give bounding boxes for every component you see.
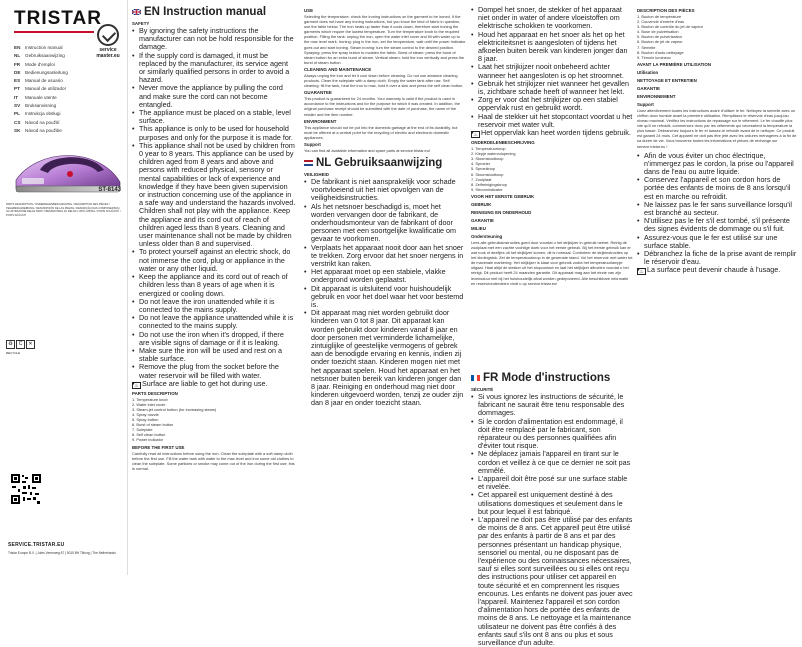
language-code: PL [14,111,20,117]
column-en-nl [304,6,466,571]
parts-description-languages: PARTS DESCRIPTION / ONDERDELENBESCHRIJVING / DESCRIPTION DES PIÈCES / TEILEBESCHREIBUNG / DESCRIPCIÓN DE LAS PIEZAS / DESCRIÇÃO DAS COMPONENTES / ILLUSTRAZIONE DELLE PARTI / BESKRIVNING AV DELAR / OPIS CZĘŚCI / POPIS SOUČÁSTÍ / POPIS SÚČASTÍ [6,203,121,217]
safety-item: • N'utilisez pas le fer s'il est tombé, s'il présente des signes évidents de dommage ou s'il fuit. [637,217,799,233]
column-fr [637,6,799,571]
en-parts-list [132,397,296,443]
safety-item: • De fabrikant is niet aansprakelijk voor schade voortvloeiend uit het niet opvolgen van de veiligheidsinstructies. [304,178,466,203]
nl-section-heading: GARANTIE [471,217,494,223]
language-item [14,69,124,77]
service-check-icon [97,24,119,46]
nl-body-text: Lees alle gebruiksinstructies goed door voordat u het strijkijzer in gebruik neemt. Reinig de zoolplaat met een zachte vochtige doek voor het eerste gebruik. Bij het eerste gebruik kan er wat rook of deeltjes uit het strijkijzer komen; dit is normaal. Controleer de strijkinstructies op het kledingstuk. Zet de temperatuurknop in de gewenste stand. Vul het reservoir met water tot de maximale markering. Het strijkijzer is klaar voor gebruik zodra het temperatuurlampje uitgaat. Haal altijd de stekker uit het stopcontact en laat het strijkijzer afkoelen voordat u het reinigt. Dit product heeft 24 maanden garantie. Dit apparaat mag aan het einde van zijn levensduur niet bij het huishoudelijk afval worden gedeponeerd. Alle beschikbare informatie en reserveonderdelen vindt u op service.tristar.eu! [471,239,633,286]
safety-item: • Afin de vous éviter un choc électrique, n'immergez pas le cordon, la prise ou l'appareil dans de l'eau ou autre liquide. [637,152,799,177]
en-before-heading: BEFORE THE FIRST USE [132,444,185,450]
safety-item: • Zorg er voor dat het strijkijzer op een stabiel oppervlak rust en gebruikt wordt. [471,96,633,112]
nl-section-heading: MILIEU [471,225,486,231]
part-item: 1. Temperatuurknop [471,146,506,152]
safety-item: • Si le cordon d'alimentation est endommagé, il doit être remplacé par le fabricant, son réparateur ou des personnes qualifiées afin d'éviter tout risque. [471,418,633,451]
language-code: SK [14,127,21,133]
part-item: 5. Bouton de pulvérisation [637,34,682,40]
language-code: FR [14,61,21,67]
ce-mark-icon: C [16,340,25,349]
en-parts-heading: PARTS DESCRIPTION [132,390,178,396]
hot-surface-icon: ♨ [637,268,646,275]
brand-logo: TRISTAR [14,8,102,29]
weee-bin-icon: ✕ [26,340,35,349]
safety-item: • Dit apparaat mag niet worden gebruikt door kinderen van 0 tot 8 jaar. Dit apparaat kan worden gebruikt door kinderen vanaf 8 jaar en door personen met verminderde lichamelijke, zintuiglijke of geestelijke vermogens of gebrek aan de benodigde ervaring en kennis, indien zij onder toezicht staan. Kinderen mogen niet met het apparaat spelen. Houd het apparaat en het netsnoer buiten bereik van kinderen jonger dan 8 jaar. Reiniging en onderhoud mag niet door kinderen uitgevoerd worden, tenzij ze ouder zijn dan 8 jaar en onder toezicht staan. [304,309,466,407]
qr-code[interactable] [10,473,42,505]
model-number: ST-8143 [98,187,121,193]
safety-item: • Assurez-vous que le fer est utilisé sur une surface stable. [637,234,799,250]
language-label: Manual de usuario [25,78,63,84]
safety-item: • Do not leave the appliance unattended while it is connected to the mains supply. [132,314,296,330]
safety-item: • This appliance shall not be used by children from 0 year to 8 years. This appliance can be used by children aged from 8 years and above and persons with reduced physical, sensory or mental capabilities or lack of experience and knowledge if they have been given supervision or instruction concerning use of the appliance in a safe way and understand the hazards involved. Children shall not play with the appliance. Keep the appliance and its cord out of reach of children aged less than 8 years. Cleaning and user maintenance shall not be made by children unless older than 8 and supervised. [132,142,296,249]
fr-section-heading: AVANT LA PREMIÈRE UTILISATION [637,61,711,67]
nl-safety-list-b [471,6,633,129]
part-item: 7. Semelle [637,44,656,50]
safety-item: • Ne laissez pas le fer sans surveillance lorsqu'il est branché au secteur. [637,201,799,217]
part-item: 2. Couvercle d'entrée d'eau [637,19,685,25]
en-use-text: Selecting the temperature: check the ironing instructions on the garment to be ironed. If the garment does not have any ironing instructions, but you know the kind of fabric in question, use the table below. The iron heats up faster than it cools down, therefore start ironing the garments which require the lowest temperature. Turn the temperature knob to the required position. Filling the tank: unplug the iron, open the water inlet cover and fill with water up to the max level mark. Ironing: plug in the iron, set the temperature, wait until the power indicator goes out and start ironing. Steam ironing: turn the steam control to the desired position. Spraying: press the spray button to moisten the fabric. Burst of steam: press the burst of steam button for an extra burst of steam. Vertical steam: hold the iron vertically and press the burst of steam button. [304,14,466,65]
part-item: 8. Bouton d'auto-nettoyage [637,49,684,55]
language-item [14,102,124,110]
language-label: Návod na použití [25,119,60,125]
safety-item: • Het apparaat moet op een stabiele, vlakke ondergrond worden geplaatst. [304,268,466,284]
fr-safety-heading: SÉCURITÉ [471,387,494,392]
part-item: 3. Steam-jet control button (for increasing steam) [132,406,217,412]
language-code: IT [14,94,19,100]
fr-parts-heading: DESCRIPTION DES PIÈCES [637,8,695,13]
part-item: 7. Zoolplaat [471,176,492,182]
nl-section-heading: REINIGING EN ONDERHOUD [471,209,532,215]
column-fr-start [471,372,633,647]
language-label: Gebruiksaanwijzing [25,53,65,59]
fr-rest [637,8,799,149]
part-item: 9. Témoin lumineux [637,54,671,60]
language-label: Manual de utilizador [25,86,67,92]
support-website[interactable]: SERVICE.TRISTAR.EU [8,542,65,548]
language-item [14,77,124,85]
safety-item: • Haal de stekker uit het stopcontact voordat u het reservoir met water vult. [471,113,633,129]
language-item [14,44,124,52]
safety-item: • Make sure the iron will be used and rest on a stable surface. [132,347,296,363]
safety-item: • Houd het apparaat en het snoer als het op het elektriciteitsnet is aangesloten of tijdens het afkoelen buiten bereik van kinderen jonger dan 8 jaar. [471,31,633,64]
safety-item: • Als het netsnoer beschadigd is, moet het worden vervangen door de fabrikant, de onderhoudsmonteur van de fabrikant of door personen met een soortgelijke kwalificatie om gevaar te voorkomen. [304,203,466,244]
en-guarantee-heading: GUARANTEE [304,90,332,96]
part-item: 8. Self clean button [132,432,166,438]
language-code: EN [14,45,21,50]
en-clean-text: Always unplug the iron and let it cool down before cleaning. Do not use abrasive cleaning products. Clean the soleplate with a damp cloth. Empty the water tank after use. Self cleaning: fill the tank, heat the iron to max, hold it over a sink and press the self clean button. [304,72,464,89]
part-item: 9. Power indicator [132,437,164,443]
fr-flag-icon [471,375,480,381]
safety-item: • Dompel het snoer, de stekker of het apparaat niet onder in water of andere vloeistoffen om elektrische schokken te voorkomen. [471,6,633,31]
language-item [14,61,124,69]
part-item: 8. Zelfreinigingsknop [471,181,507,187]
en-use-heading: USE [304,8,314,13]
en-support-text: You can find all available information and spare parts at service.tristar.eu! [304,147,430,153]
part-item: 1. Temperature knob [132,396,168,402]
en-support-heading: Support [304,141,321,147]
safety-item: • Remove the plug from the socket before the water reservoir will be filled with water. [132,363,296,379]
part-item: 4. Buse de pulvérisation [637,29,679,35]
language-item [14,94,124,102]
part-item: 6. Stoomstootknop [471,171,504,177]
recycle-label: RECYCLE [6,351,21,355]
safety-item: • Conservez l'appareil et son cordon hors de portée des enfants de moins de 8 ans lorsqu'il est en marche ou refroidit. [637,176,799,201]
nl-title: NL Gebruiksaanwijzing [304,157,466,170]
column-en [132,6,296,571]
safety-item: • By ignoring the safety instructions the manufacturer can not be hold responsible for the damage. [132,27,296,52]
en-env-text: This appliance should not be put into the domestic garbage at the end of its durability, but must be offered at a central point for the recycling of electric and electronic domestic appliances. [304,124,458,140]
part-item: 1. Bouton de température [637,14,682,19]
safety-item: • Si vous ignorez les instructions de sécurité, le fabricant ne saurait être tenu responsable des dommages. [471,393,633,418]
part-item: 5. Spray button [132,417,159,423]
safety-item: • L'appareil doit être posé sur une surface stable et nivelée. [471,475,633,491]
company-address: Tristar Europe B.V. | Jules Verneweg 87 | 5015 BH Tilburg | The Netherlands [8,551,116,555]
part-item: 6. Burst of steam button [132,422,174,428]
nl-surface-note: • ♨ Het oppervlak kan heet worden tijdens gebruik. [471,129,633,138]
fr-section-heading: NETTOYAGE ET ENTRETIEN [637,77,697,83]
en-before-text: Carefully read all instructions before using the iron. Clean the soleplate with a soft damp cloth before the first use. Fill the water tank with water to the max level and iron some old clothes to clean the soleplate. Some particles or smoke may come out of the iron during the first use; this is normal. [132,450,295,471]
nl-section-heading: VOOR HET EERSTE GEBRUIK [471,193,535,199]
safety-item: • Never move the appliance by pulling the cord and make sure the cord can not become entangled. [132,84,296,109]
part-item: 5. Sproeiknop [471,166,496,172]
safety-item: • The appliance must be placed on a stable, level surface. [132,109,296,125]
fr-section-heading: GARANTIE [637,85,660,91]
part-item: 4. Sproeier [471,161,491,167]
safety-item: • To protect yourself against an electric shock, do not immerse the cord, plug or appliance in the water or any other liquid. [132,248,296,273]
language-label: Bedienungsanleitung [25,69,68,75]
language-list [14,44,124,135]
nl-rest [471,140,633,286]
language-label: Instruction manual [25,45,63,50]
language-label: Návod na použitie [25,127,62,133]
nl-section-heading: GEBRUIK [471,201,492,207]
hot-surface-icon: ♨ [132,382,141,389]
language-label: Instrukcja obsługi [25,111,61,117]
en-clean-heading: CLEANING AND MAINTENANCE [304,66,372,72]
fr-title: FR Mode d'instructions [471,372,633,385]
cover-panel [0,0,128,575]
fr-section-heading: ENVIRONNEMENT [637,93,676,99]
en-guarantee-text: This product is guaranteed for 24 months. Your warranty is valid if the product is used in accordance to the instructions and for the purpose for which it was created. In addition, the original purchase receipt should be submitted with the date of purchase, the name of the retailer and the item number. [304,96,460,117]
part-item: 2. Klepje watervulopening [471,151,516,157]
language-label: Mode d'emploi [25,61,55,67]
en-env-heading: ENVIRONMENT [304,118,337,124]
language-label: Manuale utente [25,94,57,100]
safety-item: • Do not leave the iron unattended while it is connected to the mains supply. [132,298,296,314]
safety-item: • Dit apparaat is uitsluitend voor huishoudelijk gebruik en voor het doel waar het voor bestemd is. [304,285,466,310]
language-code: CS [14,119,21,125]
safety-item: • Cet appareil est uniquement destiné à des utilisations domestiques et seulement dans le but pour lequel il est fabriqué. [471,491,633,516]
nl-flag-icon [304,160,313,166]
language-code: NL [14,53,21,59]
language-code: DE [14,69,21,75]
part-item: 2. Water inlet cover [132,401,166,407]
safety-item: • Laat het strijkijzer nooit onbeheerd achter wanneer het aangesloten is op het stroomnet. [471,63,633,79]
nl-safety-heading: VEILIGHEID [304,171,329,177]
safety-item: • Verplaats het apparaat nooit door aan het snoer te trekken. Zorg ervoor dat het snoer nergens in verstrikt kan raken. [304,244,466,269]
en-safety-list [132,27,296,380]
safety-item: • Gebruik het strijkijzer niet wanneer het gevallen is, zichtbare schade heeft of wanneer het lekt. [471,80,633,96]
part-item: 9. Stroomindicator [471,186,503,192]
safety-item: • Ne déplacez jamais l'appareil en tirant sur le cordon et veillez à ce que ce dernier ne soit pas emmêlé. [471,450,633,475]
brand-stripe [14,31,94,33]
part-item: 3. Bouton de contrôle du jet de vapeur [637,24,703,30]
fr-section-heading: Support [637,101,654,107]
safety-item: • If the supply cord is damaged, it must be replaced by the manufacturer, its service agent or similarly qualified persons in order to avoid a hazard. [132,52,296,85]
en-safety-heading: SAFETY [132,21,150,26]
part-item: 4. Spray nozzle [132,412,159,418]
language-item [14,110,124,118]
steam-iron-illustration [8,140,126,330]
safety-item: • This appliance is only to be used for household purposes and only for the purpose it is made for. [132,125,296,141]
service-logo-label: service master.eu [96,47,120,59]
language-item [14,127,124,135]
uk-flag-icon [132,9,141,15]
part-item: 3. Stoomstootknop [471,156,504,162]
safety-item: • Keep the appliance and its cord out of reach of children less than 8 years of age when it is energized or cooling down. [132,273,296,298]
nl-section-heading: Ondersteuning [471,233,503,239]
symbol-icons [6,332,124,355]
safety-item: • Débranchez la fiche de la prise avant de remplir le réservoir d'eau. [637,250,799,266]
safety-item: • Do not use the iron when it's dropped, if there are visible signs of damage or if it is leaking. [132,331,296,347]
language-item [14,85,124,93]
nl-safety-list-a [304,178,466,408]
language-code: ES [14,78,21,84]
fr-safety-list-b [637,152,799,267]
fr-safety-list-a [471,393,633,647]
fr-surface-note: • ♨ La surface peut devenir chaude à l'usage. [637,266,799,275]
en-surface-note: • ♨ Surface are liable to get hot during use. [132,380,296,389]
fr-section-heading: Utilisation [637,69,659,75]
language-item [14,52,124,60]
fr-body-text: Lisez attentivement toutes les instructions avant d'utiliser le fer. Nettoyez la semelle avec un chiffon doux humide avant la première utilisation. Remplissez le réservoir d'eau jusqu'au niveau maximal. Vérifiez les instructions de repassage sur le vêtement. Le fer chauffe plus vite qu'il ne refroidit, commencez donc par les vêtements qui nécessitent la température la plus basse. Débranchez toujours le fer et laissez-le refroidir avant de le nettoyer. Ce produit est garanti 24 mois. Cet appareil ne doit pas être jeté avec les ordures ménagères à la fin de sa durée de vie. Vous trouverez toutes les informations et pièces de rechange sur service.tristar.eu ! [637,107,797,149]
safety-item: • L'appareil ne doit pas être utilisé par des enfants de moins de 8 ans. Cet appareil peut être utilisé par des enfants à partir de 8 ans et par des personnes présentant un handicap physique, sensoriel ou mental, ou ne disposant pas de l'expérience ou des connaissances nécessaires, sauf si elles sont surveillées ou si elles ont reçu des instructions pour utiliser cet appareil en toute sécurité et en comprennent les risques encourus. Les enfants ne doivent pas jouer avec l'appareil. Maintenez l'appareil et son cordon d'alimentation hors de portée des enfants de moins de 8 ans. Le nettoyage et la maintenance utilisateur ne doivent pas être confiés à des enfants sauf s'ils ont 8 ans ou plus et sous surveillance d'un adulte. [471,516,633,647]
language-code: SV [14,103,21,109]
language-item [14,119,124,127]
recycle-icon: ♻ [6,340,15,349]
hot-surface-icon: ♨ [471,131,480,138]
language-code: PT [14,86,20,92]
nl-parts-heading: ONDERDELENBESCHRIJVING [471,140,535,146]
part-item: 6. Bouton de jet de vapeur [637,39,683,45]
part-item: 7. Soleplate [132,427,153,433]
language-label: Bruksanvisning [25,103,57,109]
en-title: EN Instruction manual [132,6,296,19]
